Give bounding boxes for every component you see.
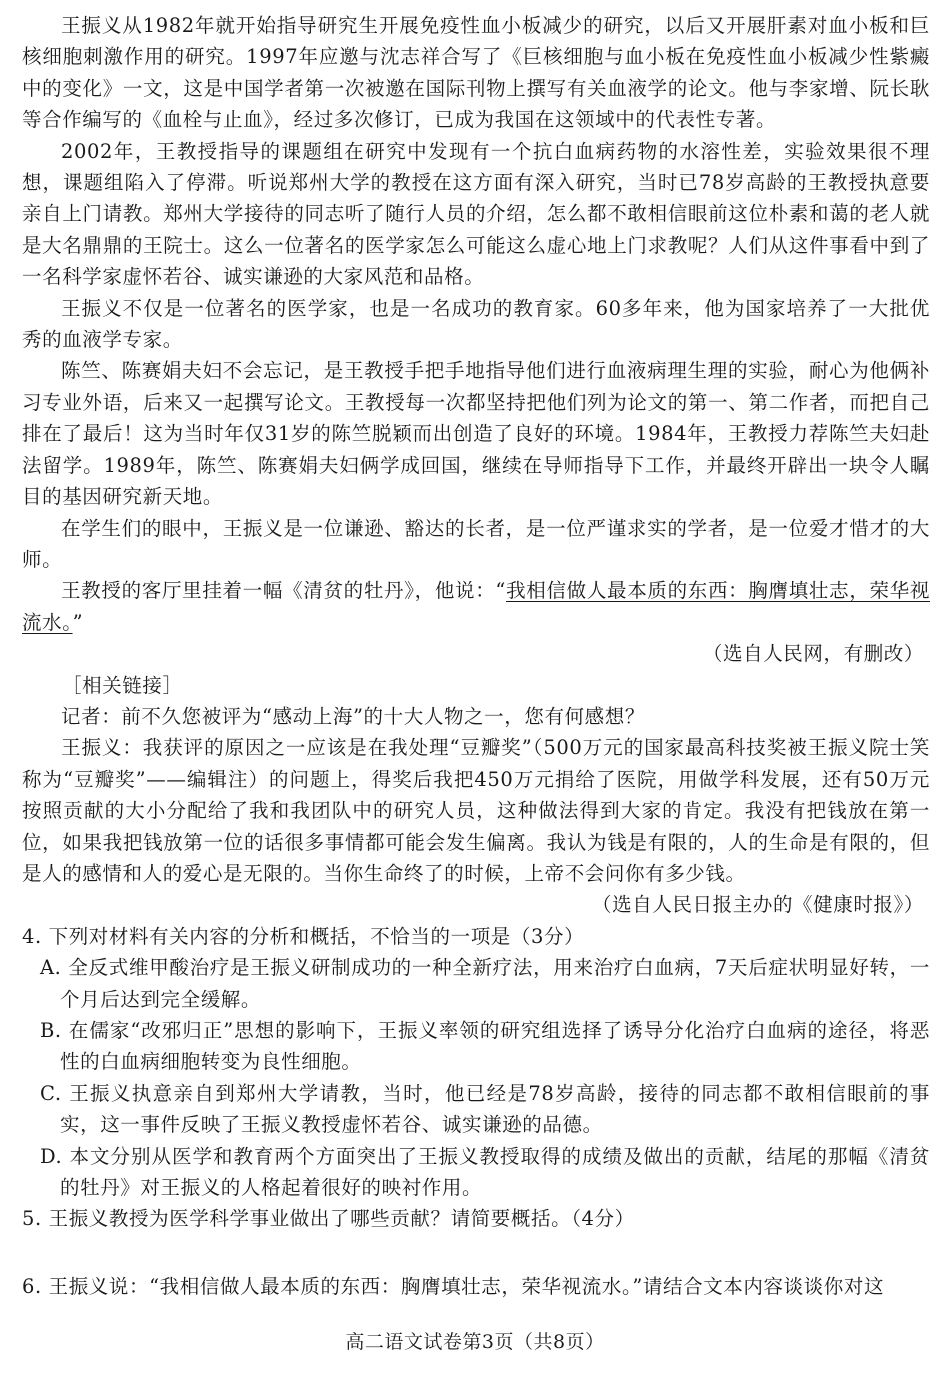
quote-close: ” [72,610,84,634]
underlined-quote: 我相信做人最本质的东西：胸膺填壮志，荣华视流水。 [22,579,930,634]
answer-space [22,1235,930,1271]
question-4-option-d: D. 本文分别从医学和教育两个方面突出了王振义教授取得的成绩及做出的贡献，结尾的那幅《清贫的牡丹》对王振义的人格起着很好的映衬作用。 [40,1144,930,1200]
article-source: （选自人民网，有删改） [702,642,924,666]
article-paragraph-4: 陈竺、陈赛娟夫妇不会忘记，是王教授手把手地指导他们进行血液病理生理的实验，耐心为他俩补习专业外语，后来又一起撰写论文。王教授每一次都坚持把他们列为论文的第一、第二作者，而把自己排在了最后！这为当时年仅31岁的陈竺脱颖而出创造了良好的环境。1984年，王教授力荐陈竺夫妇赴法留学。1989年，陈竺、陈赛娟夫妇俩学成回国，继续在导师指导下工作，并最终开辟出一块令人瞩目的基因研究新天地。 [22,359,930,509]
quote-lead: 王教授的客厅里挂着一幅《清贫的牡丹》，他说：“ [61,579,506,603]
related-link-heading: ［相关链接］ [62,673,183,697]
interview-source: （选自人民日报主办的《健康时报》） [592,893,924,917]
question-4-stem: 4. 下列对材料有关内容的分析和概括，不恰当的一项是（3分） [22,924,585,948]
article-paragraph-3: 王振义不仅是一位著名的医学家，也是一名成功的教育家。60多年来，他为国家培养了一大批优秀的血液学专家。 [22,296,930,352]
page-content [22,10,930,1302]
question-5: 5. 王振义教授为医学科学事业做出了哪些贡献？请简要概括。（4分） [22,1207,635,1231]
article-paragraph-1: 王振义从1982年就开始指导研究生开展免疫性血小板减少的研究，以后又开展肝素对血小板和巨核细胞刺激作用的研究。1997年应邀与沈志祥合写了《巨核细胞与血小板在免疫性血小板减少性紫癜中的变化》一文，这是中国学者第一次被邀在国际刊物上撰写有关血液学的论文。他与李家增、阮长耿等合作编写的《血栓与止血》，经过多次修订，已成为我国在这领域中的代表性专著。 [22,14,930,132]
question-6: 6. 王振义说：“我相信做人最本质的东西：胸膺填壮志，荣华视流水。”请结合文本内容谈谈你对这 [22,1274,885,1298]
question-4-option-b: B. 在儒家“改邪归正”思想的影响下，王振义率领的研究组选择了诱导分化治疗白血病的途径，将恶性的白血病细胞转变为良性细胞。 [40,1019,930,1074]
article-paragraph-2: 2002年，王教授指导的课题组在研究中发现有一个抗白血病药物的水溶性差，实验效果很不理想，课题组陷入了停滞。听说郑州大学的教授在这方面有深入研究，当时已78岁高龄的王教授执意要亲自上门请教。郑州大学接待的同志听了随行人员的介绍，怎么都不敢相信眼前这位朴素和蔼的老人就是大名鼎鼎的王院士。这么一位著名的医学家怎么可能这么虚心地上门求教呢？人们从这件事看中到了一名科学家虚怀若谷、诚实谦逊的大家风范和品格。 [22,139,930,289]
article-paragraph-5: 在学生们的眼中，王振义是一位谦逊、豁达的长者，是一位严谨求实的学者，是一位爱才惜才的大师。 [22,516,930,571]
question-4-option-a: A. 全反式维甲酸治疗是王振义研制成功的一种全新疗法，用来治疗白血病，7天后症状明显好转，一个月后达到完全缓解。 [40,956,930,1011]
article-paragraph-6 [22,575,930,638]
page-footer: 高二语文试卷第3页（共8页） [345,1331,605,1353]
interview-answer: 王振义：我获评的原因之一应该是在我处理“豆瓣奖”（500万元的国家最高科技奖被王振义院士笑称为“豆瓣奖”——编辑注）的问题上，得奖后我把450万元捐给了医院，用做学科发展，还有50万元按照贡献的大小分配给了我和我团队中的研究人员，这种做法得到大家的肯定。我没有把钱放在第一位，如果我把钱放第一位的话很多事情都可能会发生偏离。我认为钱是有限的，人的生命是有限的，但是人的感情和人的爱心是无限的。当你生命终了的时候，上帝不会问你有多少钱。 [22,736,930,885]
interview-question: 记者：前不久您被评为“感动上海”的十大人物之一，您有何感想？ [61,704,645,728]
question-4-option-c: C. 王振义执意亲自到郑州大学请教，当时，他已经是78岁高龄，接待的同志都不敢相信眼前的事实，这一事件反映了王振义教授虚怀若谷、诚实谦逊的品德。 [40,1081,930,1137]
